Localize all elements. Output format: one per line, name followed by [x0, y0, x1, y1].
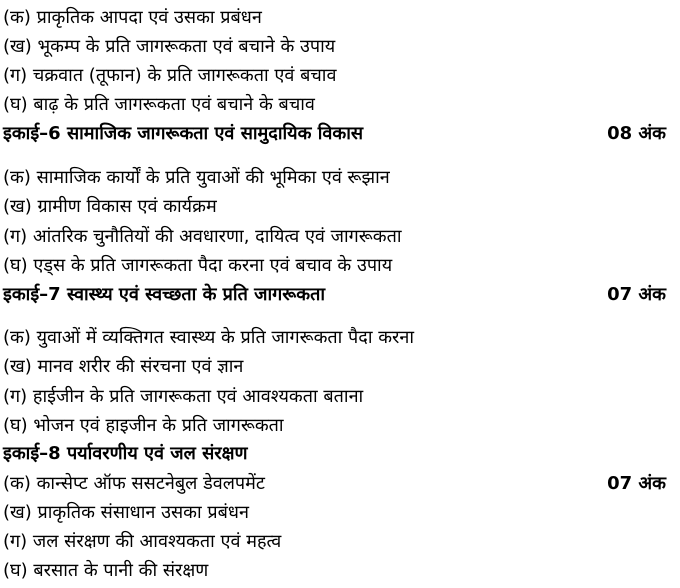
unit7-item-ka: (क) युवाओं में व्यक्तिगत स्वास्थ्य के प्रति जागरूकता पैदा करना: [3, 327, 415, 348]
unit8-title: इकाई–8 पर्यावरणीय एवं जल संरक्षण: [3, 443, 248, 464]
unit8-first-row: [3, 469, 666, 499]
unit5-item-kha: (ख) भूकम्प के प्रति जागरूकता एवं बचाने के उपाय: [3, 36, 336, 57]
unit6-item-kha: (ख) ग्रामीण विकास एवं कार्यक्रम: [3, 196, 217, 217]
unit6-item-ka: (क) सामाजिक कार्यों के प्रति युवाओं की भूमिका एवं रूझान: [3, 167, 390, 188]
unit8-item-gha: (घ) बरसात के पानी की संरक्षण: [3, 560, 209, 581]
unit6-item-ga: (ग) आंतरिक चुनौतियों की अवधारणा, दायित्व एवं जागरूकता: [3, 226, 402, 247]
unit7-item-kha: (ख) मानव शरीर की संरचना एवं ज्ञान: [3, 356, 244, 377]
unit8-marks: 07 अंक: [607, 473, 666, 494]
unit6-title: इकाई–6 सामाजिक जागरूकता एवं सामुदायिक विकास: [3, 123, 364, 144]
unit8-item-ga: (ग) जल संरक्षण की आवश्यकता एवं महत्व: [3, 531, 282, 552]
unit7-heading: [3, 280, 666, 310]
unit6-item-gha: (घ) एड्स के प्रति जागरूकता पैदा करना एवं बचाव के उपाय: [3, 255, 393, 276]
unit6-heading: [3, 119, 666, 149]
unit5-item-ga: (ग) चक्रवात (तूफान) के प्रति जागरूकता एवं बचाव: [3, 65, 337, 86]
unit6-marks: 08 अंक: [607, 123, 666, 144]
unit8-item-kha: (ख) प्राकृतिक संसाधान उसका प्रबंधन: [3, 502, 249, 523]
unit8-heading: [3, 439, 666, 469]
unit7-item-ga: (ग) हाईजीन के प्रति जागरूकता एवं आवश्यकता बताना: [3, 386, 364, 407]
unit7-title: इकाई–7 स्वास्थ्य एवं स्वच्छता के प्रति जागरूकता: [3, 284, 325, 305]
unit5-item-gha: (घ) बाढ़ के प्रति जागरूकता एवं बचाने के बचाव: [3, 94, 315, 115]
unit7-marks: 07 अंक: [607, 284, 666, 305]
unit5-item-ka: (क) प्राकृतिक आपदा एवं उसका प्रबंधन: [3, 7, 262, 28]
unit8-item-ka: (क) कान्सेप्ट ऑफ ससटनेबुल डेवलपमेंट: [3, 473, 265, 494]
unit7-item-gha: (घ) भोजन एवं हाइजीन के प्रति जागरूकता: [3, 415, 284, 436]
